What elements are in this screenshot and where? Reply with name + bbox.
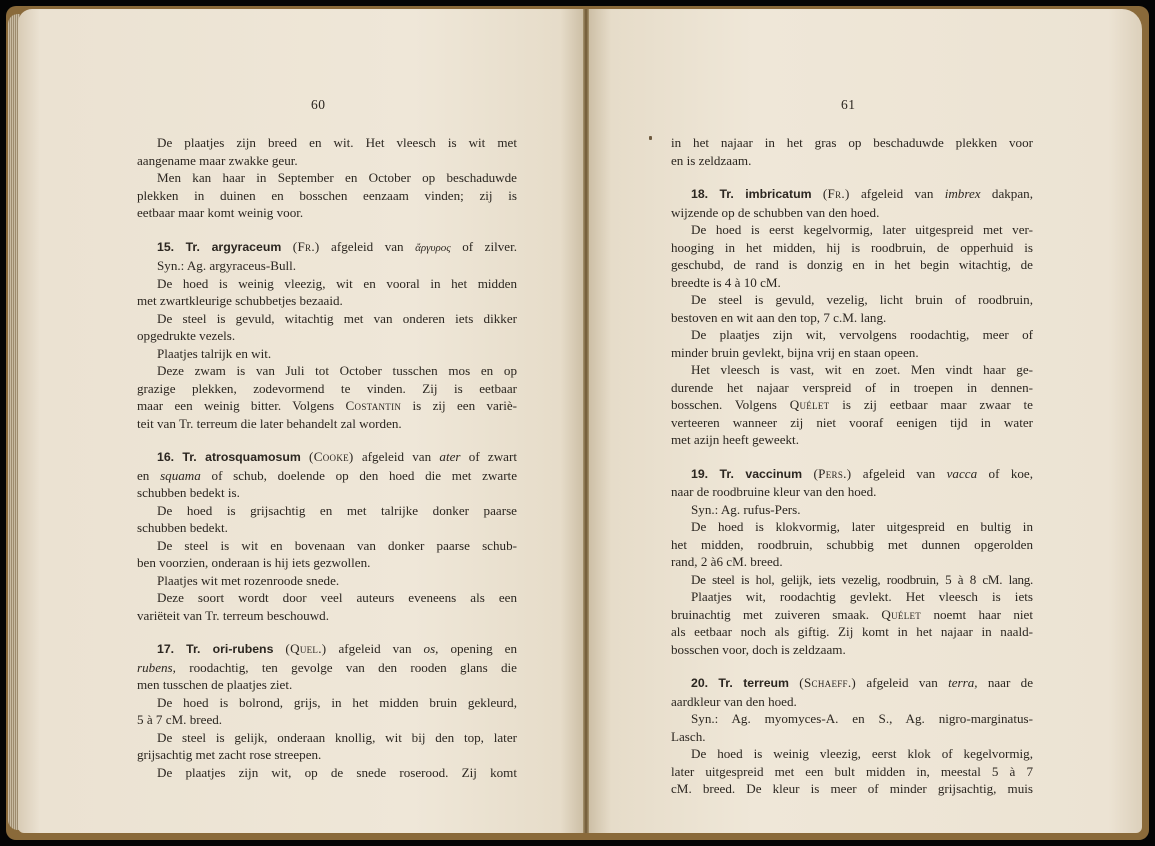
species-heading: 20. Tr. terreum (Schaeff.) afgeleid van terra, naar de <box>691 675 1034 690</box>
text-line: Plaatjes wit met rozenroode snede. <box>157 572 340 588</box>
text-line: en is zeldzaam. <box>671 152 752 168</box>
page-text <box>137 134 517 781</box>
text-line: Lasch. <box>671 728 706 744</box>
text-line: opgedrukte vezels. <box>137 328 236 343</box>
text-line: minder bruin gevlekt, bijna vrij en staan opeen. <box>671 344 919 360</box>
text-line: De hoed is weinig vleezig, wit en vooral in het midden <box>157 275 517 291</box>
text-line: als eetbaar noch als giftig. Zij komt in het najaar in naald- <box>671 624 1033 639</box>
text-line: Deze zwam is van Juli tot October tusschen mos en op <box>157 363 517 378</box>
text-line: De hoed is bolrond, grijs, in het midden bruin gekleurd, <box>157 694 517 710</box>
text-line: Deze soort wordt door veel auteurs eveneens als een <box>157 590 517 605</box>
text-line: cM. breed. De kleur is meer of minder grijsachtig, muis <box>671 781 1033 796</box>
text-line: De steel is gevuld, vezelig, licht bruin of roodbruin, <box>691 292 1033 307</box>
text-line: geschubd, de rand is donzig en in het begin witachtig, de <box>671 257 1033 272</box>
text-line: variëteit van Tr. terreum beschouwd. <box>137 607 330 623</box>
text-line: schubben bedekt is. <box>137 485 240 500</box>
text-line: wijzende op de schubben van den hoed. <box>671 204 880 220</box>
text-line: in het najaar in het gras op beschaduwde plekken voor <box>671 135 1033 150</box>
text-line: bosschen. Volgens Quélet is zij eetbaar maar zwaar te <box>671 397 1033 412</box>
text-line: teit van Tr. terreum die later behandelt zal worden. <box>137 415 402 431</box>
right-page <box>589 9 1142 833</box>
text-line: later uitgespreid met een bult midden in, meestal 5 à 7 <box>671 763 1033 779</box>
text-line: Syn.: Ag. argyraceus-Bull. <box>157 258 297 273</box>
page-number: 61 <box>841 97 856 112</box>
text-line: De hoed is weinig vleezig, eerst klok of kegelvormig, <box>691 746 1033 761</box>
text-line: verteeren wanneer zij niet vooraf eenigen tijd in water <box>671 414 1033 430</box>
author-name: Costantin <box>345 398 402 413</box>
text-line: met azijn heeft geweekt. <box>671 432 799 447</box>
text-line: Men kan haar in September en October op beschaduwde <box>157 170 517 185</box>
text-line: breedte is 4 à 10 cM. <box>671 274 781 290</box>
text-line: aangename maar zwakke geur. <box>137 152 298 168</box>
species-heading: 15. Tr. argyraceum (Fr.) afgeleid van ἄργυρος of zilver. <box>157 238 517 254</box>
text-line: plekken in duinen en bosschen eenzaam vinden; zij is <box>137 187 517 203</box>
species-heading: 19. Tr. vaccinum (Pers.) afgeleid van vacca of koe, <box>691 465 1034 481</box>
text-line: durende het najaar verspreid of in troepen in dennen- <box>671 379 1033 395</box>
text-line: De steel is hol, gelijk, iets vezelig, roodbruin, 5 à 8 cM. lang. <box>691 571 1033 587</box>
text-line: De hoed is grijsachtig en met talrijke donker paarse <box>157 502 517 518</box>
species-name: Tr. imbricatum <box>719 187 812 201</box>
text-line: men tusschen de plaatjes ziet. <box>137 677 293 692</box>
text-line: 5 à 7 cM. breed. <box>137 712 223 727</box>
page-text <box>671 134 1033 798</box>
text-line: Syn.: Ag. myomyces-A. en S., Ag. nigro-marginatus- <box>691 711 1033 726</box>
species-heading: 18. Tr. imbricatum (Fr.) afgeleid van imbrex dakpan, <box>691 186 1033 201</box>
text-line: naar de roodbruine kleur van den hoed. <box>671 484 877 499</box>
species-heading: 16. Tr. atrosquamosum (Cooke) afgeleid van ater of zwart <box>157 449 517 464</box>
text-line: aardkleur van den hoed. <box>671 693 797 709</box>
text-line: hooging in het midden, hij is roodbruin, de opperhuid is <box>671 239 1033 255</box>
text-line: De steel is gelijk, onderaan knollig, wit bij den top, later <box>157 729 517 745</box>
author-name: Quélet <box>789 397 830 412</box>
text-line: De steel is gevuld, witachtig met van onderen iets dikker <box>157 310 517 326</box>
text-line: rand, 2 à6 cM. breed. <box>671 554 783 569</box>
text-line: ben voorzien, onderaan is hij iets gezwollen. <box>137 555 371 570</box>
text-line: grijsachtig met zacht rose streepen. <box>137 747 322 762</box>
species-heading: 17. Tr. ori-rubens (Quel.) afgeleid van os, opening en <box>157 641 517 656</box>
species-name: Tr. argyraceum <box>185 239 282 254</box>
text-line: De steel is wit en bovenaan van donker paarse schub- <box>157 537 517 553</box>
greek-word: ἄργυρος <box>415 241 451 254</box>
species-name: Tr. terreum <box>718 676 789 690</box>
text-line: Syn.: Ag. rufus-Pers. <box>691 501 801 517</box>
text-line: De hoed is klokvormig, later uitgespreid en bultig in <box>691 519 1033 534</box>
species-name: Tr. atrosquamosum <box>182 450 301 464</box>
text-line: schubben bedekt. <box>137 520 228 535</box>
text-line: De plaatjes zijn wit, vervolgens roodachtig, meer of <box>691 327 1033 342</box>
author-name: Quélet <box>881 606 922 622</box>
text-line: met zwartkleurige schubbetjes bezaaid. <box>137 293 343 308</box>
text-line: maar een weinig bitter. Volgens Costantin is zij een variè- <box>137 398 518 413</box>
text-line: en squama of schub, doelende op den hoed die met zwarte <box>137 467 518 483</box>
text-line: rubens, roodachtig, ten gevolge van den rooden glans die <box>137 659 517 675</box>
text-line: Plaatjes wit, roodachtig gevlekt. Het vleesch is iets <box>691 589 1033 604</box>
text-line: De plaatjes zijn breed en wit. Het vleesch is wit met <box>157 135 517 150</box>
page-number: 60 <box>311 97 326 112</box>
species-number: 15. <box>157 239 175 254</box>
text-line: Het vleesch is vast, wit en zoet. Men vindt haar ge- <box>691 362 1033 377</box>
left-page <box>18 9 583 833</box>
text-line: grazige plekken, zodevormend te vinden. Zij is eetbaar <box>137 380 517 396</box>
species-name: Tr. ori-rubens <box>186 642 274 656</box>
text-line: De plaatjes zijn wit, op de snede roserood. Zij komt <box>157 764 517 780</box>
text-line: bruinachtig met zuiveren smaak. Quélet noemt haar niet <box>671 606 1033 622</box>
text-line: De hoed is eerst kegelvormig, later uitgespreid met ver- <box>691 222 1033 237</box>
text-line: eetbaar maar komt weinig voor. <box>137 205 304 220</box>
print-mark <box>649 136 652 140</box>
text-line: bosschen voor, doch is zeldzaam. <box>671 641 846 657</box>
text-line: het midden, roodbruin, schubbig met dunnen opgerolden <box>671 536 1033 552</box>
text-line: bestoven en wit aan den top, 7 c.M. lang. <box>671 309 887 325</box>
text-line: Plaatjes talrijk en wit. <box>157 345 272 361</box>
species-name: Tr. vaccinum <box>719 466 803 481</box>
